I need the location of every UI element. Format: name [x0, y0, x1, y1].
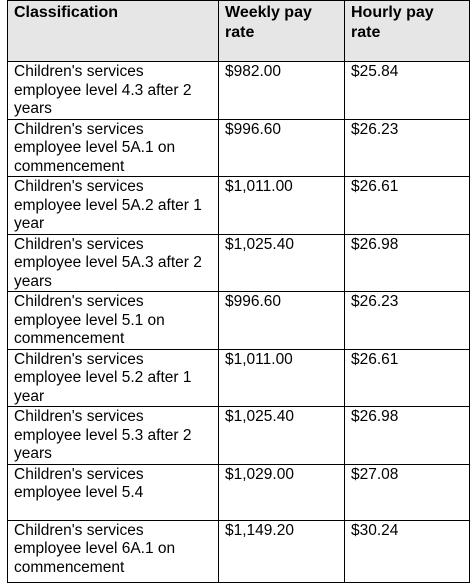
cell-classification: Children's services employee level 5.4 [8, 464, 219, 520]
table-row [8, 177, 470, 235]
header-classification: Classification [8, 1, 219, 62]
cell-weekly-rate: $996.60 [219, 119, 345, 177]
table-header-row [8, 1, 470, 62]
cell-weekly-rate: $1,029.00 [219, 464, 345, 520]
cell-hourly-rate: $26.23 [345, 292, 470, 350]
cell-classification: Children's services employee level 4.3 after 2 years [8, 62, 219, 120]
cell-classification: Children's services employee level 5.2 after 1 year [8, 349, 219, 407]
pay-rates-table [7, 0, 470, 583]
cell-weekly-rate: $1,011.00 [219, 349, 345, 407]
cell-weekly-rate: $1,011.00 [219, 177, 345, 235]
cell-classification: Children's services employee level 5.1 on commencement [8, 292, 219, 350]
cell-hourly-rate: $26.61 [345, 349, 470, 407]
table-row [8, 119, 470, 177]
cell-hourly-rate: $26.98 [345, 407, 470, 465]
header-hourly-pay-rate: Hourly pay rate [345, 1, 470, 62]
cell-hourly-rate: $26.98 [345, 234, 470, 292]
cell-weekly-rate: $1,149.20 [219, 520, 345, 582]
cell-classification: Children's services employee level 5.3 after 2 years [8, 407, 219, 465]
table-row [8, 234, 470, 292]
table-row [8, 407, 470, 465]
table-row [8, 349, 470, 407]
table-row [8, 62, 470, 120]
cell-weekly-rate: $996.60 [219, 292, 345, 350]
header-weekly-pay-rate: Weekly pay rate [219, 1, 345, 62]
cell-weekly-rate: $982.00 [219, 62, 345, 120]
cell-hourly-rate: $30.24 [345, 520, 470, 582]
cell-hourly-rate: $27.08 [345, 464, 470, 520]
table-row [8, 292, 470, 350]
cell-classification: Children's services employee level 6A.1 on commencement [8, 520, 219, 582]
cell-hourly-rate: $25.84 [345, 62, 470, 120]
cell-classification: Children's services employee level 5A.2 after 1 year [8, 177, 219, 235]
cell-weekly-rate: $1,025.40 [219, 407, 345, 465]
cell-hourly-rate: $26.61 [345, 177, 470, 235]
table-row [8, 520, 470, 582]
pay-rates-document [7, 0, 474, 576]
cell-classification: Children's services employee level 5A.1 on commencement [8, 119, 219, 177]
cell-hourly-rate: $26.23 [345, 119, 470, 177]
cell-weekly-rate: $1,025.40 [219, 234, 345, 292]
table-row [8, 464, 470, 520]
cell-classification: Children's services employee level 5A.3 after 2 years [8, 234, 219, 292]
